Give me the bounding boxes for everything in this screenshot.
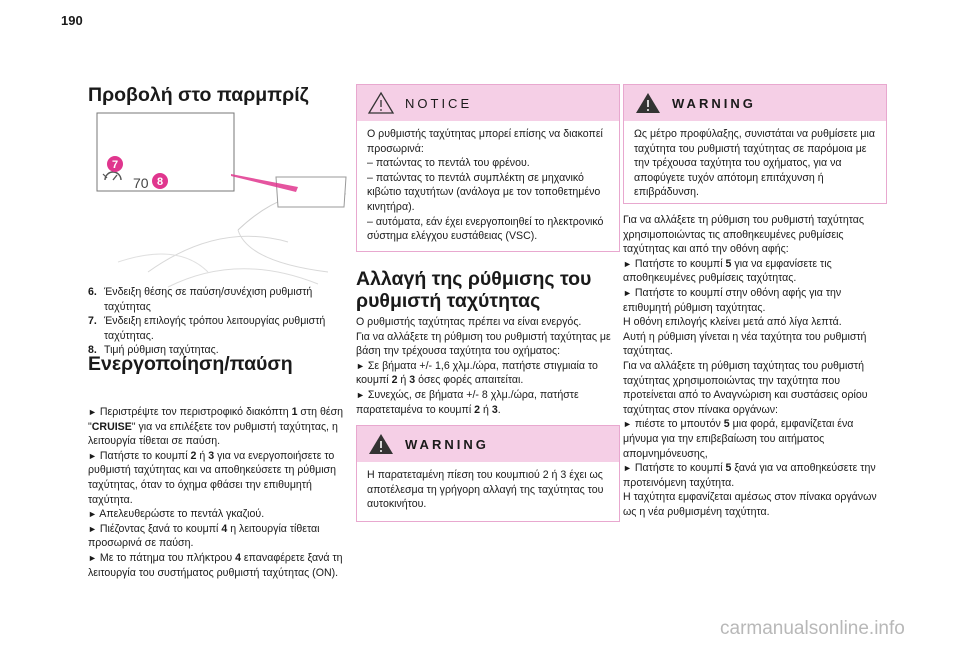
arrow-icon: ► [623,287,632,298]
legend-item [88,314,348,343]
text: " για να επιλέξετε τον ρυθμιστή ταχύτητας, η λειτουργία τίθεται σε παύση. [88,420,338,448]
hud-illustration [88,112,348,290]
text: η λειτουργία τίθεται προσωρινά σε παύση. [88,522,320,550]
arrow-icon: ► [623,258,632,269]
section-title-activation: Ενεργοποίηση/παύση [88,353,293,375]
marker-7-label: 7 [111,159,119,171]
arrow-icon: ► [623,419,632,430]
text: όσες φορές απαιτείται. [415,374,524,387]
text: 5 [725,462,732,475]
change-step [356,388,618,417]
activation-step [88,522,348,551]
arrow-icon: ► [356,360,365,371]
text: Αυτή η ρύθμιση γίνεται η νέα ταχύτητα του ρυθμιστή ταχύτητας. [623,330,867,358]
step [623,286,885,315]
arrow-icon: ► [88,450,97,461]
warning-body [357,462,619,520]
text: 3 [208,449,215,462]
page-number: 190 [61,13,83,28]
text: Ο ρυθμιστής ταχύτητας πρέπει να είναι ενεργός. [356,316,582,328]
text: μια φορά, εμφανίζεται ένα μήνυμα για την επιβεβαίωση του αιτήματος απομνημόνευσης, [623,418,854,460]
warning-box-speed [356,425,620,522]
text: Για να αλλάξετε τη ρύθμιση του ρυθμιστή ταχύτητας με βάση την τρέχουσα ταχύτητα του οχήματος: [356,330,611,358]
text: Πατήστε το κουμπί [631,462,726,475]
warning-text: Η παρατεταμένη πίεση του κουμπιού 2 ή 3 έχει ως αποτέλεσμα τη γρήγορη αλλαγή της ταχύτητας του αυτοκινήτου. [367,469,604,511]
text: ή [196,449,209,462]
speed-value: 70 [133,175,149,191]
warning-triangle-icon [624,90,672,116]
text: ή [397,374,410,387]
text: για να εμφανίσετε τις αποθηκευμένες ρυθμίσεις ταχύτητας. [623,257,832,285]
text: Με το πάτημα του πλήκτρου [96,551,236,564]
legend-text: Τιμή ρύθμιση ταχύτητας. [104,344,219,357]
legend-num: 6. [88,286,97,298]
text: επαναφέρετε ξανά τη λειτουργία του συστήματος ρυθμιστή ταχύτητας (ON). [88,551,343,579]
text: 3 [409,374,416,387]
text: Απελευθερώστε το πεντάλ γκαζιού. [96,508,265,521]
text: 4 [235,551,241,564]
text: Η οθόνη επιλογής κλείνει μετά από λίγα λεπτά. [623,316,842,329]
text: για να ενεργοποιήσετε το ρυθμιστή ταχύτητας και να αποθηκεύσετε τη ρύθμιση ταχύτητας, όταν το όχημα φθάσει την επιθυμητή ταχύτητα. [88,449,336,506]
text: CRUISE [91,420,132,433]
notice-title: NOTICE [405,95,473,111]
text: 5 [723,418,730,431]
activation-step [88,405,348,449]
arrow-icon: ► [88,523,97,534]
change-step [356,359,618,388]
arrow-icon: ► [623,463,632,474]
text: στη θέση " [88,406,344,433]
text: Πιέζοντας ξανά το κουμπί [96,522,222,535]
arrow-icon: ► [88,509,97,520]
text: ξανά για να αποθηκεύσετε την προτεινόμενη ταχύτητα. [623,462,876,489]
stored-speeds-body [623,213,885,519]
watermark: carmanualsonline.info [720,618,905,639]
notice-body [357,121,619,252]
text: Σε βήματα +/- 1,6 χλμ./ώρα, πατήστε στιγμιαία το κουμπί [356,359,598,387]
text: Πατήστε το κουμπί [631,257,726,270]
legend-text: Ένδειξη θέσης σε παύση/συνέχιση ρυθμιστή ταχύτητας [104,286,313,313]
legend-item [88,285,348,314]
text: πιέστε το μπουτόν [631,418,724,431]
text: Πατήστε το κουμπί στην οθόνη αφής για την επιθυμητή ρύθμιση ταχύτητας. [623,286,842,314]
warning-triangle-icon [357,90,405,116]
legend-num: 8. [88,344,97,357]
notice-line: – πατώντας το πεντάλ του φρένου. [367,157,530,170]
text: Η ταχύτητα εμφανίζεται αμέσως στον πίνακα οργάνων ως η νέα ρυθμισμένη ταχύτητα. [623,491,877,518]
section-title-change: Αλλαγή της ρύθμισης του ρυθμιστή ταχύτητας [356,268,592,312]
text: 2 [474,403,481,416]
text: Περιστρέψτε τον περιστροφικό διακόπτη [96,406,292,418]
notice-header [357,85,619,121]
text: Πατήστε το κουμπί [96,449,191,462]
text: 1 [291,406,298,418]
text: 3 [491,403,498,416]
step [623,461,885,490]
text: ή [480,403,492,416]
warning-header [624,85,886,121]
activation-step [88,551,348,580]
text: 5 [725,257,732,270]
text: Για να αλλάξετε τη ρύθμιση του ρυθμιστή ταχύτητας χρησιμοποιώντας τις αποθηκευμένες ρυθμίσεις ταχύτητας και από την οθόνη αφής: [623,214,864,256]
text: Για να αλλάξετε τη ρύθμιση ταχύτητας του ρυθμιστή ταχύτητας χρησιμοποιώντας την ταχύτητα που προτείνεται από το Αναγνώριση και συστάσεις ορίου ταχύτητας στον πίνακα οργάνων: [623,359,868,416]
notice-line: – πατώντας το πεντάλ συμπλέκτη σε μηχανικό κιβώτιο ταχυτήτων (ανάλογα με τον τοποθετημένο κινητήρα). [367,171,601,213]
text: 4 [221,522,228,535]
activation-step [88,449,348,507]
warning-triangle-icon [357,431,405,457]
text: . [497,403,501,416]
notice-line: – αυτόματα, εάν έχει ενεργοποιηθεί το ηλεκτρονικό σύστημα ελέγχου ευστάθειας (VSC). [367,215,604,243]
text: 2 [190,449,197,462]
marker-8-label: 8 [156,176,164,188]
step [623,417,885,461]
activation-step [88,507,348,522]
warning-text: Ως μέτρο προφύλαξης, συνιστάται να ρυθμίσετε μια ταχύτητα του ρυθμιστή ταχύτητας σε παρόμοια με την τρέχουσα ταχύτητα του οχήματος, για να αποφύγετε τυχόν απότομη επιτάχυνση ή επιβράδυνση. [634,128,875,199]
arrow-icon: ► [88,552,97,563]
warning-body [624,121,886,208]
arrow-icon: ► [88,407,97,417]
section-title-hud: Προβολή στο παρμπρίζ [88,84,309,106]
arrow-icon: ► [356,389,365,400]
warning-box-precaution [623,84,887,204]
warning-title: WARNING [405,436,489,452]
text: Συνεχώς, σε βήματα +/- 8 χλμ./ώρα, πατήστε παρατεταμένα το κουμπί [356,388,579,416]
activation-body [88,405,348,580]
step [623,257,885,286]
legend-num: 7. [88,315,97,328]
legend-list [88,285,348,358]
legend-text: Ένδειξη επιλογής τρόπου λειτουργίας ρυθμιστή ταχύτητας. [104,315,326,342]
change-body [356,315,618,417]
notice-line: Ο ρυθμιστής ταχύτητας μπορεί επίσης να διακοπεί προσωρινά: [367,128,603,155]
notice-box [356,84,620,252]
text: 2 [391,374,398,387]
warning-title: WARNING [672,95,756,111]
warning-header [357,426,619,462]
